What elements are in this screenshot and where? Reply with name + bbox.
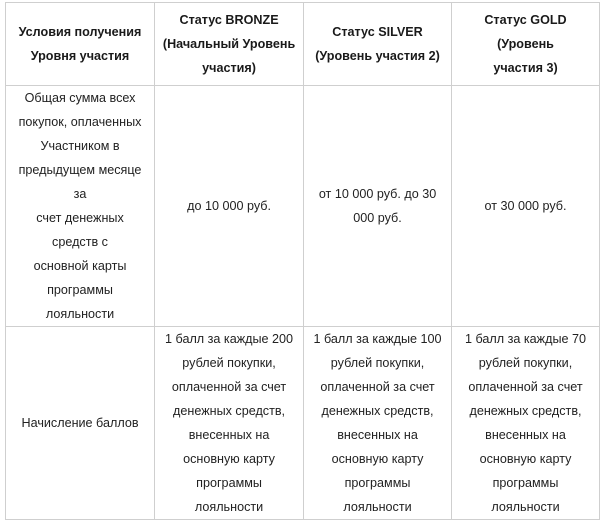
table-row bbox=[6, 86, 600, 327]
loyalty-status-table bbox=[5, 2, 600, 520]
header-conditions: Условия получения Уровня участия bbox=[6, 3, 155, 86]
cell-silver-points: 1 балл за каждые 100 рублей покупки, оплаченной за счет денежных средств, внесенных на основную карту программы лояльности bbox=[304, 327, 452, 520]
cell-gold-sum: от 30 000 руб. bbox=[452, 86, 600, 327]
row-label-points: Начисление баллов bbox=[6, 327, 155, 520]
cell-silver-sum: от 10 000 руб. до 30 000 руб. bbox=[304, 86, 452, 327]
table-row bbox=[6, 327, 600, 520]
row-label-purchase-sum: Общая сумма всех покупок, оплаченных Участником в предыдущем месяце за счет денежных средств с основной карты программы лояльности bbox=[6, 86, 155, 327]
header-bronze: Статус BRONZE (Начальный Уровень участия) bbox=[155, 3, 304, 86]
cell-bronze-sum: до 10 000 руб. bbox=[155, 86, 304, 327]
cell-gold-points: 1 балл за каждые 70 рублей покупки, оплаченной за счет денежных средств, внесенных на основную карту программы лояльности bbox=[452, 327, 600, 520]
table-header-row bbox=[6, 3, 600, 86]
cell-bronze-points: 1 балл за каждые 200 рублей покупки, оплаченной за счет денежных средств, внесенных на основную карту программы лояльности bbox=[155, 327, 304, 520]
header-gold: Статус GOLD (Уровень участия 3) bbox=[452, 3, 600, 86]
header-silver: Статус SILVER (Уровень участия 2) bbox=[304, 3, 452, 86]
